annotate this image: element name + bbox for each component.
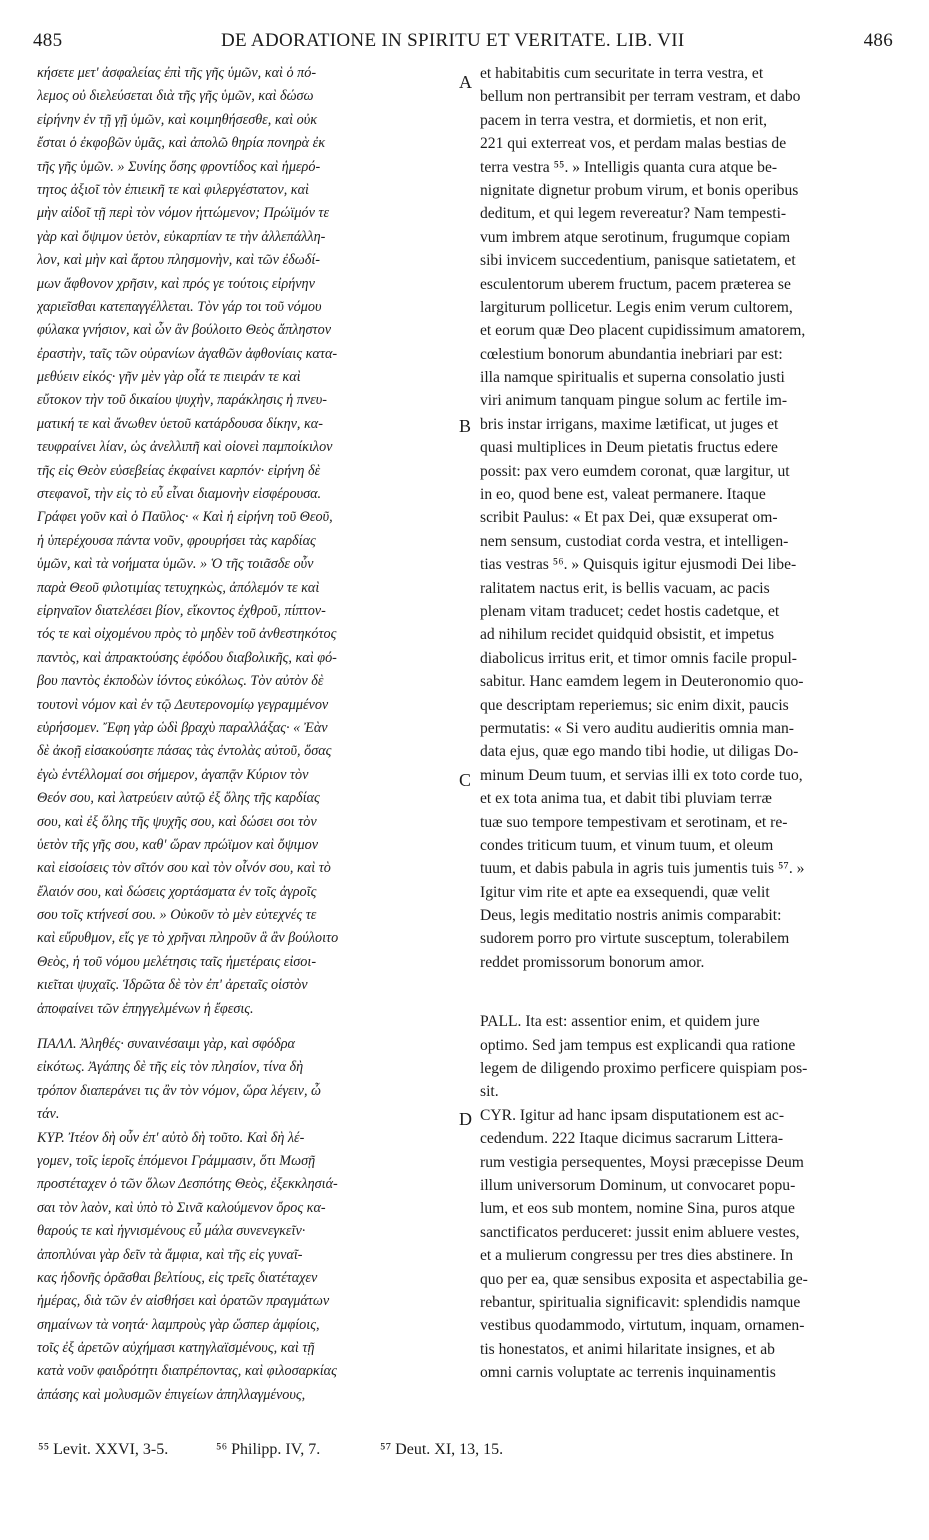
text-line: et a mulierum congressu per tres dies abstinere. In [480, 1247, 794, 1265]
text-line: et ex tota anima tua, et dabit tibi pluviam terræ [480, 790, 772, 808]
text-line: optimo. Sed jam tempus est explicandi qua ratione [480, 1036, 796, 1054]
margin-letter-c: C [459, 770, 472, 790]
text-line: σου, καὶ ἐξ ὅλης τῆς ψυχῆς σου, καὶ δώσει σοι τὸν [37, 813, 317, 830]
footnote: ⁵⁵ Levit. XXVI, 3-5. [38, 1441, 169, 1458]
text-line: ralitatem nactus erit, is bellis vacuam, ac pacis [480, 579, 770, 597]
text-line: ἡ ὑπερέχουσα πάντα νοῦν, φρουρήσει τὰς καρδίας [37, 532, 316, 549]
text-line: deditum, et qui legem revereatur? Nam tempesti- [480, 205, 787, 223]
text-line: παρὰ Θεοῦ φιλοτιμίας τετυχηκὼς, ἀπόλεμόν τε καὶ [37, 579, 320, 596]
text-line: λον, καὶ μὴν καὶ ἄρτου πλησμονὴν, καὶ τῶν ἐδωδί- [37, 252, 320, 269]
text-line: ἔσται ὁ ἐκφοβῶν ὑμᾶς, καὶ ἀπολῶ θηρία πονηρὰ ἐκ [37, 135, 326, 152]
text-line: tis honestatos, et animi hilaritate insignes, et ab [480, 1340, 775, 1358]
margin-letter-a: A [459, 72, 472, 92]
text-line: εὑρήσομεν. Ἔφη γὰρ ὡδὶ βραχὺ παραλλάξας· « Ἐὰν [37, 719, 328, 736]
text-line: μὴν αἰδοῖ τῇ περὶ τὸν νόμον ἡττώμενον; Πρώϊμόν τε [37, 205, 330, 222]
page-number-left: 485 [33, 30, 63, 51]
text-line [480, 986, 895, 998]
text-line: τός τε καὶ οἰχομένου πρὸς τὸ μηδὲν τοῦ ἀνθεστηκότος [37, 626, 337, 643]
text-line: sabitur. Hanc eamdem legem in Deuteronomio quo- [480, 673, 804, 691]
page-number-right: 486 [863, 30, 893, 51]
text-line: terra vestra ⁵⁵. » Intelligis quanta cura atque be- [480, 158, 778, 176]
text-line: ἔλαιόν σου, καὶ δώσεις χορτάσματα ἐν τοῖς ἀγροῖς [37, 883, 317, 900]
margin-letter-d: D [459, 1109, 472, 1129]
text-line: quasi multiplices in Deum pietatis fructus edere [480, 439, 778, 457]
text-line [37, 1021, 455, 1033]
text-line: sudorem porro pro virtute susceptum, tolerabilem [480, 930, 790, 948]
text-line: μεθύειν εἰκός· γῆν μὲν γὰρ οἷά τε πιειράν τε καὶ [37, 369, 301, 386]
text-line: Γράφει γοῦν καὶ ὁ Παῦλος· « Καὶ ἡ εἰρήνη τοῦ Θεοῦ, [37, 509, 333, 526]
text-line: παντὸς, καὶ ἀπρακτούσης ἐφόδου διαβολικῆς, καὶ φό- [37, 649, 337, 666]
text-line: bris instar irrigans, maxime lætificat, ut juges et [480, 415, 779, 433]
greek-text-column [37, 62, 455, 1407]
text-line: ad nihilum recidet quidquid obsistit, et impetus [480, 626, 775, 644]
text-line: τευφραίνει λίαν, ὡς ἀνελλιπῆ καὶ οἱονεὶ παμποίκιλον [37, 439, 333, 456]
text-line: sibi invicem succedentium, panisque satietatem, et [480, 252, 796, 270]
text-line: σαι τὸν λαὸν, καὶ ὑπὸ τὸ Σινᾶ καλούμενον ὄρος κα- [37, 1199, 326, 1216]
text-line: et eorum quæ Deo placent cupidissimum amatorem, [480, 322, 806, 340]
text-line: εἰρήνην ἐν τῇ γῇ ὑμῶν, καὶ κοιμηθήσεσθε, καὶ οὐκ [37, 111, 318, 128]
text-line: Deus, legis meditatio nostris animis comparabit: [480, 907, 782, 925]
text-line: illum universorum Dominum, ut convocaret popu- [480, 1176, 796, 1194]
text-line: viri animum tanquam pingue solum ac fertile im- [480, 392, 788, 410]
running-title: DE ADORATIONE IN SPIRITU ET VERITATE. LIB. VII [221, 30, 685, 51]
text-line: legem de diligendo proximo perficere quispiam pos- [480, 1060, 808, 1078]
text-line: vestibus quodammodo, virtutum, inquam, ornamen- [480, 1317, 805, 1335]
text-line [480, 974, 895, 986]
text-line: in eo, quod bene est, valeat permanere. Itaque [480, 486, 766, 504]
text-line: 221 qui exterreat vos, et perdam malas bestias de [480, 135, 787, 153]
text-line: tuum, et dabis pabula in agris tuis jumentis tuis ⁵⁷. » [480, 860, 805, 878]
text-line: βου παντὸς ἐκποδὼν ἰόντος εὐκόλως. Τὸν αὐτὸν δὲ [37, 673, 324, 690]
text-line: que descriptam reperiemus; sic enim dixit, paucis [480, 696, 789, 714]
text-line: vum imbrem atque serotinum, frugumque copiam [480, 228, 791, 246]
text-line: illa namque spiritualis et superna consolatio justi [480, 369, 785, 387]
text-line: τάν. [37, 1106, 60, 1123]
text-line: rebantur, spiritualia significavit: splendidis namque [480, 1293, 801, 1311]
text-line: ἁπάσης καὶ μολυσμῶν ἐπιγείων ἀπηλλαγμένους, [37, 1386, 306, 1403]
text-line: minum Deum tuum, et servias illi ex toto corde tuo, [480, 766, 803, 784]
text-line: τῆς γῆς ὑμῶν. » Συνίης ὅσης φροντίδος καὶ ἡμερό- [37, 158, 321, 175]
text-line: τοῖς ἐξ ἀρετῶν αὐχήμασι κατηγλαϊσμένους, καὶ τῇ [37, 1340, 315, 1357]
text-line: et habitabitis cum securitate in terra vestra, et [480, 65, 764, 82]
text-line: ἀποπλύναι γὰρ δεῖν τὰ ἄμφια, καὶ τῆς εἰς γυναῖ- [37, 1246, 303, 1263]
text-line: κιεῖται ψυχαῖς. Ἱδρῶτα δὲ τὸν ἐπ' ἀρεταῖς οἱστὸν [37, 977, 308, 994]
text-line: scribit Paulus: « Et pax Dei, quæ exsuperat om- [480, 509, 778, 527]
text-line: στεφανοῖ, τὴν εἰς τὸ εὖ εἶναι διαμονὴν εἰσφέρουσα. [37, 486, 322, 503]
text-line: possit: pax vero eumdem coronat, quæ largitur, ut [480, 462, 790, 480]
text-line: χαριεῖσθαι κατεπαγγέλλεται. Τὸν γάρ τοι τοῦ νόμου [37, 298, 322, 315]
footnote: ⁵⁷ Deut. XI, 13, 15. [380, 1441, 504, 1458]
text-line [480, 998, 895, 1010]
text-line: bellum non pertransibit per terram vestram, et dabo [480, 88, 801, 106]
text-line: cœlestium bonorum abundantia inebriari par est: [480, 345, 783, 363]
text-line: προστέταχεν ὁ τῶν ὅλων Δεσπότης Θεὸς, ἐξεκκλησιά- [37, 1176, 338, 1193]
text-line: sit. [480, 1083, 499, 1101]
text-line: ἐγὼ ἐντέλλομαί σοι σήμερον, ἀγαπᾷν Κύριον τὸν [37, 766, 309, 783]
text-line: εἰρηναῖον διατελέσει βίον, εἴκοντος ἐχθροῦ, πίπτον- [37, 602, 326, 619]
text-line: ματική τε καὶ ἄνωθεν ὑετοῦ κατάρδουσα δίκην, κα- [37, 415, 323, 432]
text-line: diabolicus irritus erit, et timor omnis facile propul- [480, 649, 797, 667]
text-line: εἰκότως. Ἀγάπης δὲ τῆς εἰς τὸν πλησίον, τίνα δὴ [37, 1059, 304, 1076]
text-line: pacem in terra vestra, et dormietis, et non erit, [480, 111, 768, 129]
text-line: ὑετὸν τῆς γῆς σου, καθ' ὥραν πρώϊμον καὶ ὄψιμον [37, 836, 319, 853]
text-line: data ejus, quæ ego mando tibi hodie, ut diligas Do- [480, 743, 799, 761]
text-line: καὶ εἰσοίσεις τὸν σῖτόν σου καὶ τὸν οἶνόν σου, καὶ τὸ [37, 860, 331, 877]
text-line: esculentorum uberem fructum, pacem præterea se [480, 275, 791, 293]
margin-letter-b: B [459, 416, 472, 436]
text-line: τητος ἀξιοῖ τὸν ἐπιεικῆ τε καὶ φιλεργέστατον, καὶ [37, 181, 309, 198]
text-line: cedendum. 222 Itaque dicimus sacrarum Littera- [480, 1130, 784, 1148]
footnotes [38, 1441, 898, 1467]
text-line: quo per ea, quæ sensibus exposita et aspectabilia ge- [480, 1270, 808, 1288]
text-line: κας ἡδονῆς ὁρᾶσθαι βελτίους, εἰς τρεῖς διατέταχεν [37, 1269, 318, 1286]
text-line: rum vestigia persequentes, Moysi præcepisse Deum [480, 1153, 804, 1171]
text-line: σου τοῖς κτήνεσί σου. » Οὐκοῦν τὸ μὲν εὐτεχνές τε [37, 907, 317, 924]
text-line: τουτονὶ νόμον καὶ ἐν τῷ Δευτερονομίῳ γεγραμμένον [37, 696, 329, 713]
text-line: εὔτοκον τὴν τοῦ δικαίου ψυχὴν, παράκλησις ἡ πνευ- [37, 392, 327, 409]
text-line: γὰρ καὶ ὄψιμον ὑετὸν, εὐκαρπίαν τε τὴν ἀλλεπάλλη- [37, 228, 326, 245]
text-line: nignitate dignetur probum virum, et bonis operibus [480, 181, 799, 199]
text-line: Igitur vim rite et apte ea exsequendi, quæ velit [480, 883, 770, 901]
running-header [33, 30, 893, 60]
text-line: sanctificatos perduceret: jussit enim abluere vestes, [480, 1223, 800, 1241]
text-line: plenam vitam traducet; cedet hostis cadetque, et [480, 602, 780, 620]
text-line: Θεόν σου, καὶ λατρεύειν αὐτῷ ἐξ ὅλης τῆς καρδίας [37, 790, 320, 807]
text-line: καὶ εὔρυθμον, εἴς γε τὸ χρῆναι πληροῦν ἃ ἂν βούλοιτο [37, 930, 339, 947]
text-line: largiturum pollicetur. Legis enim verum cultorem, [480, 298, 793, 316]
text-line: ὑμῶν, καὶ τὰ νοήματα ὑμῶν. » Ὁ τῆς τοιᾶσδε οὖν [37, 556, 314, 573]
text-line: κατὰ νοῦν φαιδρότητι διαπρέποντας, καὶ φιλοσαρκίας [37, 1363, 337, 1380]
text-line: τῆς εἰς Θεὸν εὐσεβείας ἐκφαίνει καρπόν· εἰρήνη δὲ [37, 462, 321, 479]
text-line: tias vestras ⁵⁶. » Quisquis igitur ejusmodi Dei libe- [480, 556, 797, 574]
text-line: ἐραστὴν, ταῖς τῶν οὐρανίων ἀγαθῶν ἀφθονίαις κατα- [37, 345, 338, 362]
text-line: ΠΑΛΛ. Ἀληθές· συναινέσαιμι γὰρ, καὶ σφόδρα [37, 1036, 295, 1053]
text-line: ἀποφαίνει τῶν ἐπηγγελμένων ἡ ἔφεσις. [37, 1000, 254, 1017]
text-line: ἡμέρας, διὰ τῶν ἐν αἰσθήσει καὶ ὁρατῶν πραγμάτων [37, 1293, 330, 1310]
text-line: κήσετε μετ' ἀσφαλείας ἐπὶ τῆς γῆς ὑμῶν, καὶ ὁ πό- [37, 65, 317, 81]
text-line: λεμος οὐ διελεύσεται διὰ τῆς γῆς ὑμῶν, καὶ δώσω [37, 88, 314, 105]
text-line: θαρούς τε καὶ ἡγνισμένους εὖ μάλα συνενεγκεῖν· [37, 1223, 306, 1240]
text-line: nem sensum, custodiat corda vestra, et intelligen- [480, 532, 789, 550]
text-line: δὲ ἀκοῇ εἰσακούσητε πάσας τὰς ἐντολὰς αὐτοῦ, ὅσας [37, 743, 332, 760]
text-line: σημαίνων τὰ νοητά· λαμπροὺς γὰρ ὥσπερ ἀμφίοις, [37, 1316, 320, 1333]
text-line: omni carnis voluptate ac terrenis inquinamentis [480, 1364, 776, 1382]
text-line: PALL. Ita est: assentior enim, et quidem jure [480, 1013, 760, 1031]
text-line: reddet promissorum bonorum amor. [480, 953, 705, 971]
footnote: ⁵⁶ Philipp. IV, 7. [216, 1441, 321, 1458]
text-line: lum, et eos sub montem, nomine Sina, puros atque [480, 1200, 795, 1218]
text-line: μων ἄφθονον χρῆσιν, καὶ πρός γε τούτοις εἰρήνην [37, 275, 315, 292]
text-line: Θεὸς, ἡ τοῦ νόμου μελέτησις ταῖς ἡμετέραις εἰσοι- [37, 953, 317, 970]
text-line: CYR. Igitur ad hanc ipsam disputationem est ac- [480, 1106, 785, 1124]
latin-text-column [480, 62, 895, 1384]
text-line: condes triticum tuum, et vinum tuum, et oleum [480, 836, 774, 854]
text-line: τρόπον διαπεράνει τις ἂν τὸν νόμον, ὥρα λέγειν, ὦ [37, 1082, 322, 1099]
text-line: tuæ suo tempore tempestivam et serotinam, et re- [480, 813, 788, 831]
text-line: φύλακα γνήσιον, καὶ ὧν ἂν βούλοιτο Θεὸς ἄπληστον [37, 322, 332, 339]
text-line: ΚΥΡ. Ἰτέον δὴ οὖν ἐπ' αὐτὸ δὴ τοῦτο. Καὶ δὴ λέ- [37, 1129, 305, 1146]
text-line: γομεν, τοῖς ἱεροῖς ἑπόμενοι Γράμμασιν, ὅτι Μωσῇ [37, 1152, 316, 1169]
text-line: permutatis: « Si vero auditu audieritis omnia man- [480, 719, 794, 737]
